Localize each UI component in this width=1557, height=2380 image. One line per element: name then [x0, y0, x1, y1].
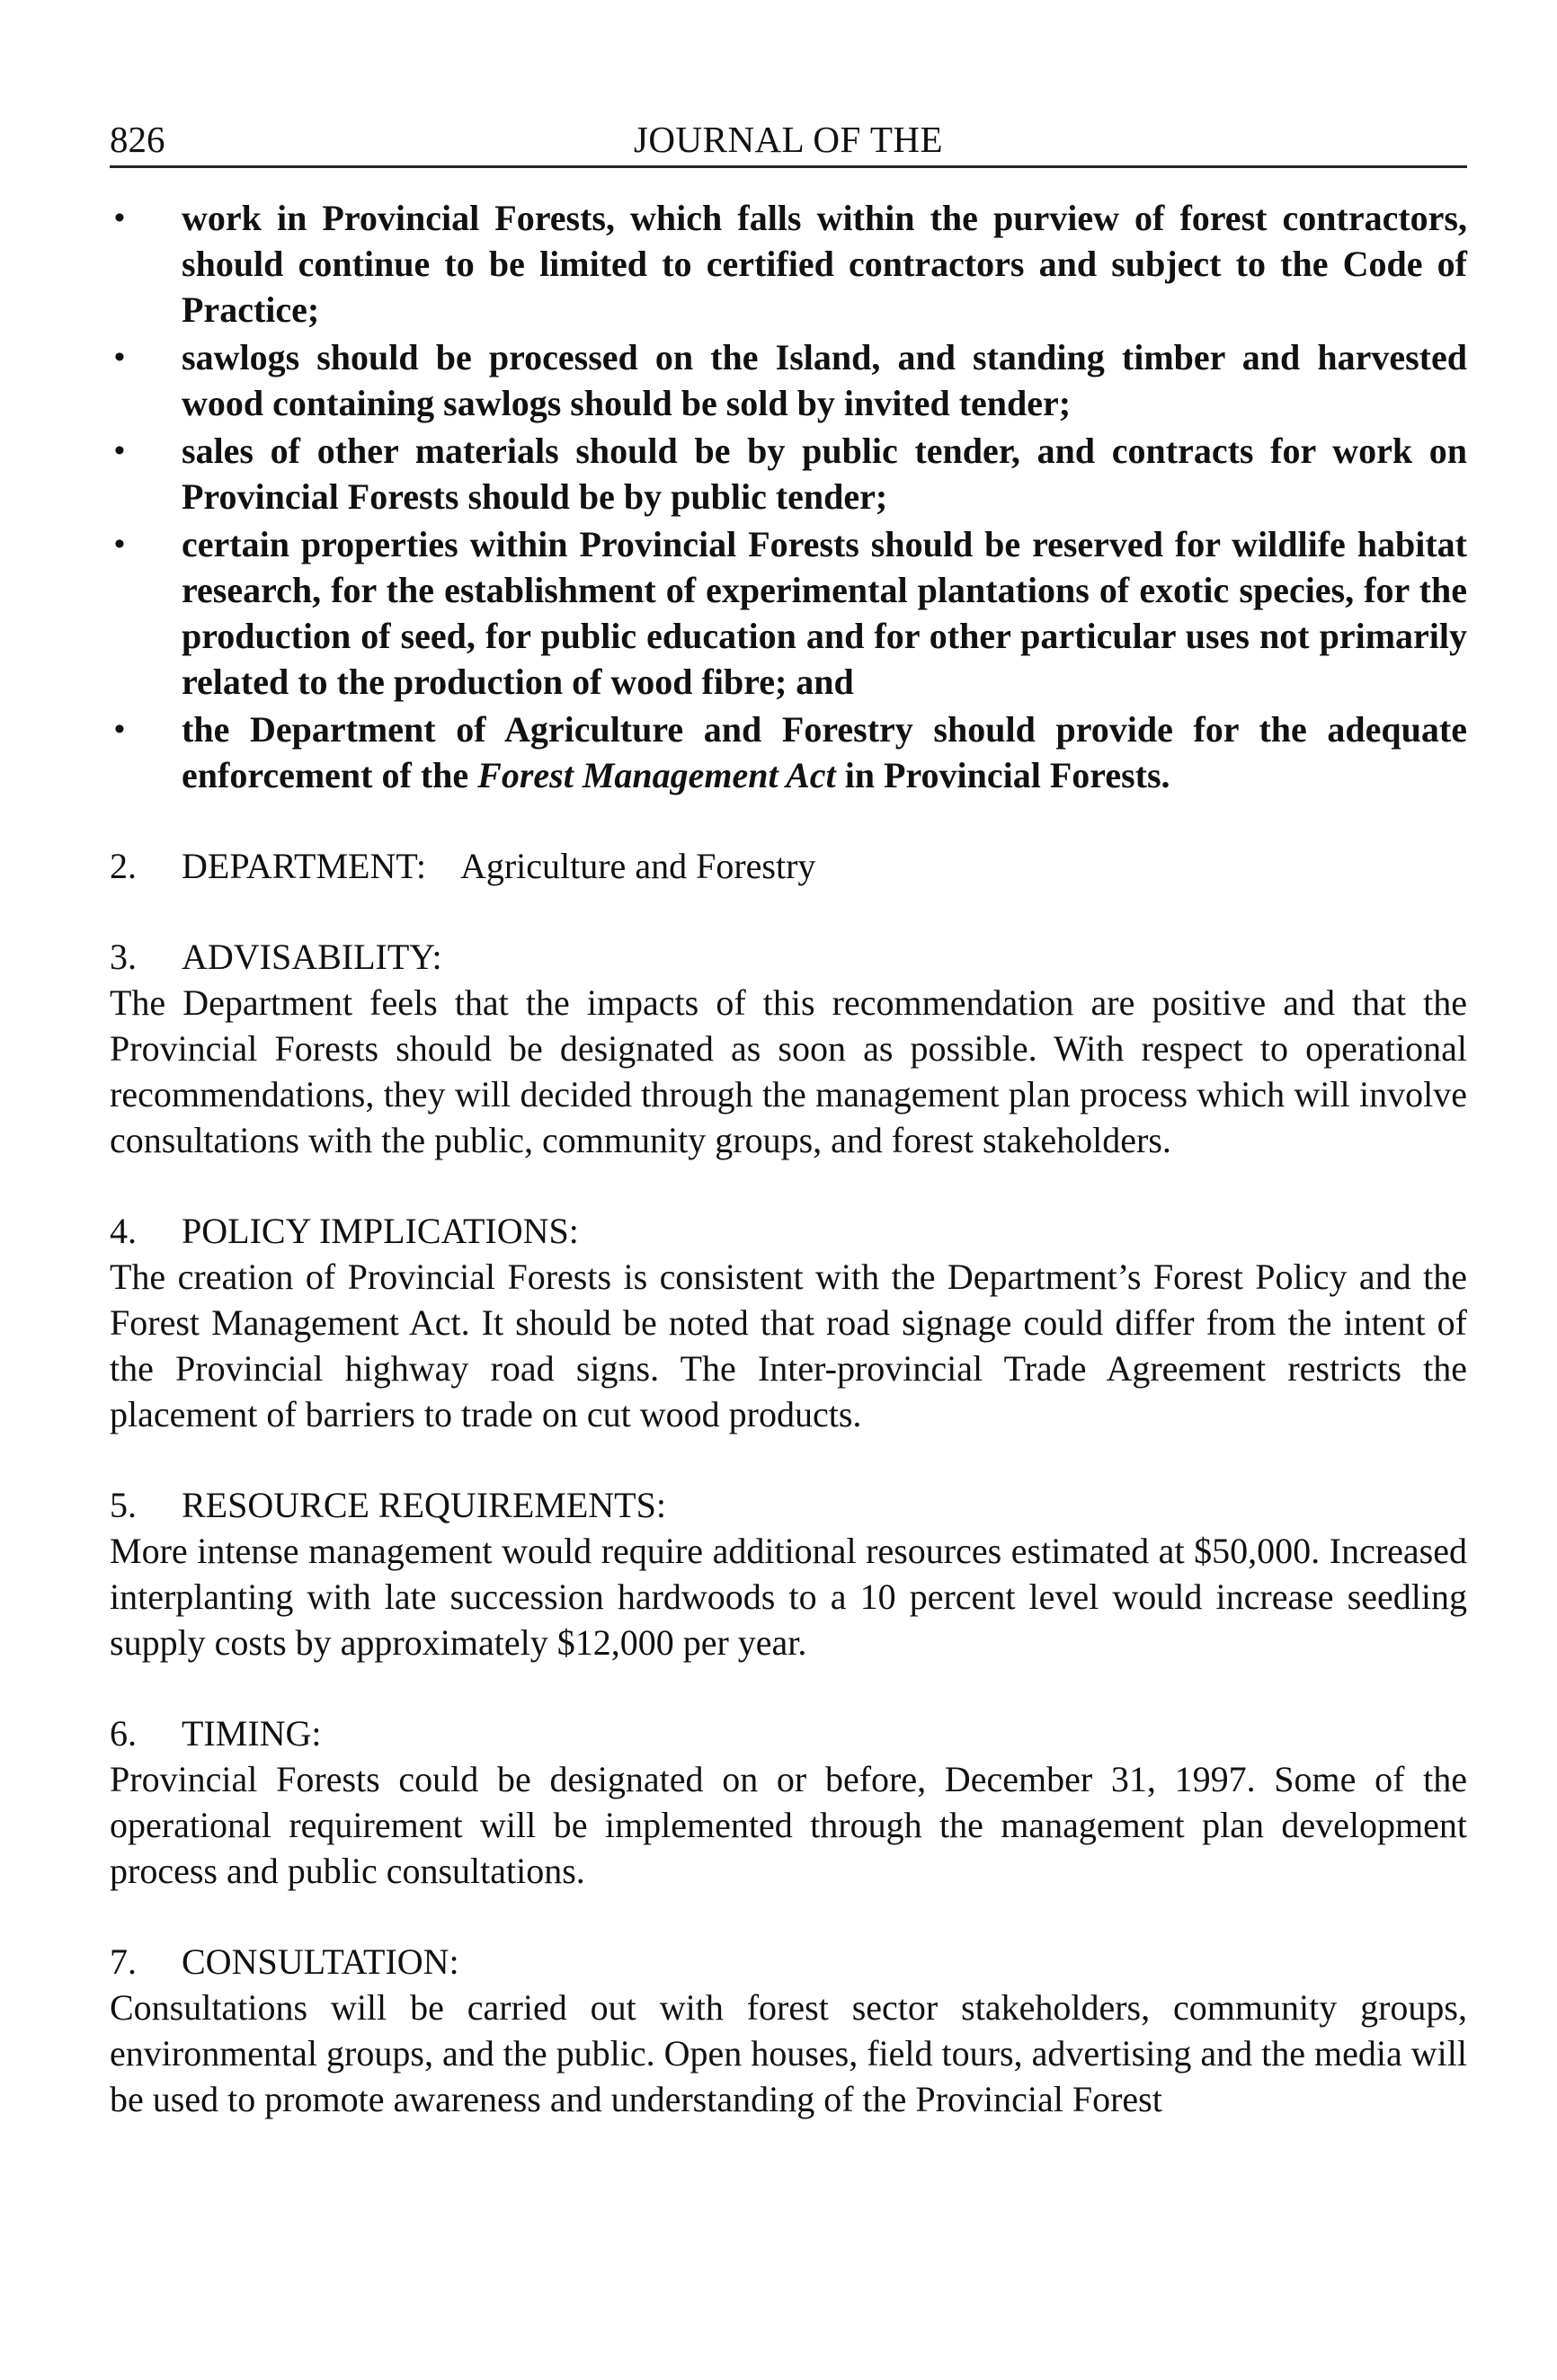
- list-item: [110, 706, 1467, 798]
- section-timing: [110, 1710, 1467, 1894]
- section-title: ADVISABILITY:: [182, 937, 442, 977]
- journal-title: JOURNAL OF THE: [633, 119, 944, 160]
- bullet-icon: •: [114, 201, 125, 235]
- section-department: [110, 843, 1467, 889]
- list-item: [110, 195, 1467, 333]
- section-title: POLICY IMPLICATIONS:: [182, 1211, 579, 1251]
- section-number: 7.: [110, 1941, 137, 1982]
- section-title: DEPARTMENT:: [182, 846, 426, 886]
- journal-page: [110, 113, 1467, 2122]
- section-body: Consultations will be carried out with forest sector stakeholders, community groups, environmental groups, and the public. Open houses, field tours, advertising and the media will be used to promote awareness and understanding of the Provincial Forest: [110, 1987, 1467, 2119]
- section-body: The creation of Provincial Forests is consistent with the Department’s Forest Policy and the Forest Management Act. It should be noted that road signage could differ from the intent of the Provincial highway road signs. The Inter-provincial Trade Agreement restricts the placement of barriers to trade on cut wood products.: [110, 1257, 1467, 1434]
- department-name: Agriculture and Forestry: [459, 846, 816, 886]
- section-heading: [110, 1482, 1467, 1528]
- section-heading: [110, 1208, 1467, 1254]
- section-heading: [110, 934, 1467, 980]
- section-title: RESOURCE REQUIREMENTS:: [182, 1485, 666, 1525]
- page-number: 826: [110, 119, 165, 160]
- running-head: [110, 113, 1467, 168]
- act-title: Forest Management Act: [477, 755, 836, 795]
- list-item-text: work in Provincial Forests, which falls within the purview of forest contractors, should continue to be limited to certified contractors and subject to the Code of Practice;: [182, 198, 1467, 330]
- section-number: 3.: [110, 937, 137, 977]
- list-item: [110, 521, 1467, 705]
- bullet-icon: •: [114, 434, 125, 467]
- section-advisability: [110, 934, 1467, 1163]
- bullet-icon: •: [114, 528, 125, 561]
- bullet-icon: •: [114, 341, 125, 374]
- list-item-text: the Department of Agriculture and Forestry should provide for the adequate enforcement of the Forest Management Act in Provincial Forests.: [182, 709, 1467, 795]
- list-item-text: certain properties within Provincial Forests should be reserved for wildlife habitat research, for the establishment of experimental plantations of exotic species, for the production of seed, for public education and for other particular uses not primarily related to the production of wood fibre; and: [182, 524, 1467, 702]
- list-item-text: sawlogs should be processed on the Island, and standing timber and harvested wood containing sawlogs should be sold by invited tender;: [182, 337, 1467, 423]
- list-item: [110, 334, 1467, 426]
- section-body: More intense management would require additional resources estimated at $50,000. Increased interplanting with late succession hardwoods to a 10 percent level would increase seedling supply costs by approximately $12,000 per year.: [110, 1531, 1467, 1663]
- section-title: TIMING:: [182, 1713, 322, 1754]
- section-number: 4.: [110, 1211, 137, 1251]
- section-body: The Department feels that the impacts of this recommendation are positive and that the Provincial Forests should be designated as soon as possible. With respect to operational recommendations, they will decided through the management plan process which will involve consultations with the public, community groups, and forest stakeholders.: [110, 982, 1467, 1160]
- list-item: [110, 428, 1467, 520]
- section-number: 5.: [110, 1485, 137, 1525]
- section-policy-implications: [110, 1208, 1467, 1437]
- section-body: Provincial Forests could be designated on or before, December 31, 1997. Some of the operational requirement will be implemented through the management plan development process and public consultations.: [110, 1759, 1467, 1891]
- section-title: CONSULTATION:: [182, 1941, 459, 1982]
- section-consultation: [110, 1939, 1467, 2122]
- section-resource-requirements: [110, 1482, 1467, 1665]
- bullet-icon: •: [114, 713, 125, 746]
- recommendation-list: [110, 195, 1467, 798]
- section-heading: [110, 843, 1467, 889]
- section-heading: [110, 1939, 1467, 1985]
- section-heading: [110, 1710, 1467, 1756]
- list-item-text: sales of other materials should be by public tender, and contracts for work on Provincial Forests should be by public tender;: [182, 431, 1467, 517]
- section-number: 2.: [110, 846, 137, 886]
- section-number: 6.: [110, 1713, 137, 1754]
